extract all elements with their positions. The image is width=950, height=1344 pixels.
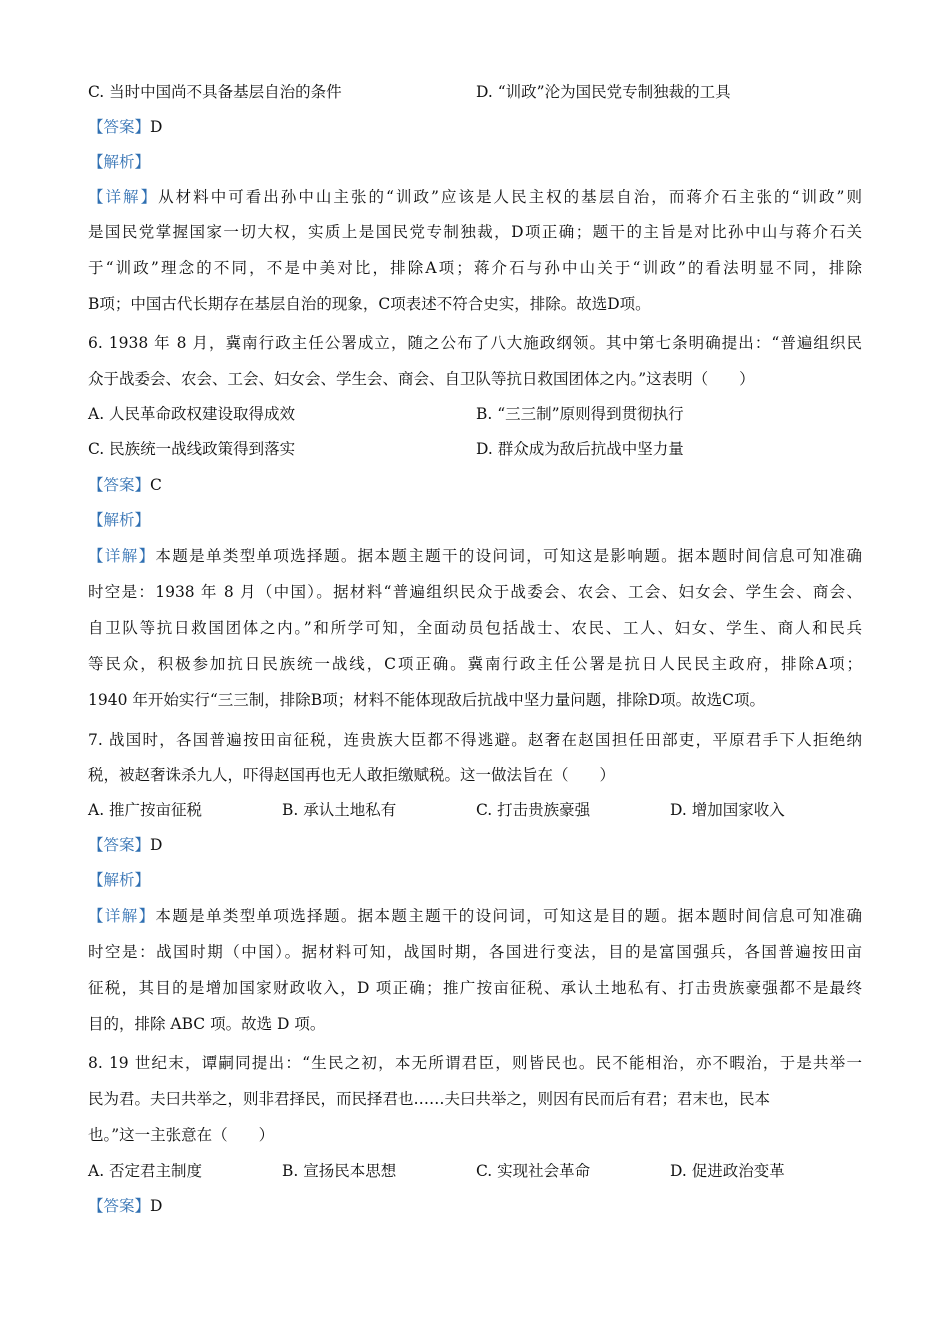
q6-stem-line: 众于战委会、农会、工会、妇女会、学生会、商会、自卫队等抗日救国团体之内。”这表明（ ） [88,370,755,388]
answer-tag: 【答案】 [88,836,151,854]
q5-option-c: C. 当时中国尚不具备基层自治的条件 [88,83,342,101]
q6-option-d: D. 群众成为敌后抗战中坚力量 [476,440,684,458]
answer-value: D [150,1197,163,1215]
q5-detail-line: 是国民党掌握国家一切大权，实质上是国民党专制独裁，D项正确；题干的主旨是对比孙中山与蒋介石关 [88,223,862,241]
q8-stem-line: 民为君。夫曰共举之，则非君择民，而民择君也……夫曰共举之，则因有民而后有君；君末也，民本 [88,1090,771,1108]
q6-detail-line: 时空是：1938 年 8 月（中国）。据材料“普遍组织民众于战委会、农会、工会、妇女会、学生会、商会、 [88,583,862,601]
q7-detail-line [88,906,862,926]
q7-option-b: B. 承认土地私有 [282,801,397,819]
q5-option-d: D. “训政”沦为国民党专制独裁的工具 [476,83,731,101]
q7-detail-line: 时空是：战国时期（中国）。据材料可知，战国时期，各国进行变法，目的是富国强兵，各国普遍按田亩 [88,943,862,961]
q8-option-a: A. 否定君主制度 [88,1162,203,1180]
q7-answer [88,835,162,855]
detail-tag: 【详解】 [88,907,156,925]
q5-analysis-tag: 【解析】 [88,153,151,171]
q8-option-d: D. 促进政治变革 [670,1162,785,1180]
q6-detail-line: 自卫队等抗日救国团体之内。”和所学可知，全面动员包括战士、农民、工人、妇女、学生、商人和民兵 [88,619,862,637]
q6-stem-line: 6. 1938 年 8 月，冀南行政主任公署成立，随之公布了八大施政纲领。其中第七条明确提出：“普遍组织民 [88,334,862,352]
q8-stem-line: 也。”这一主张意在（ ） [88,1126,275,1144]
q6-option-a: A. 人民革命政权建设取得成效 [88,405,296,423]
q7-option-c: C. 打击贵族豪强 [476,801,591,819]
answer-value: D [150,836,163,854]
detail-text: 本题是单类型单项选择题。据本题主题干的设问词，可知这是影响题。据本题时间信息可知准确 [155,547,862,565]
q7-stem-line: 7. 战国时，各国普遍按田亩征税，连贵族大臣都不得逃避。赵奢在赵国担任田部吏，平原君手下人拒绝纳 [88,731,862,749]
q5-detail-line [88,187,862,207]
q8-answer [88,1196,162,1216]
answer-tag: 【答案】 [88,476,151,494]
q7-analysis-tag: 【解析】 [88,871,151,889]
q6-detail-line [88,546,862,566]
q8-option-c: C. 实现社会革命 [476,1162,591,1180]
q6-option-b: B. “三三制”原则得到贯彻执行 [476,405,684,423]
q6-option-c: C. 民族统一战线政策得到落实 [88,440,296,458]
detail-text: 从材料中可看出孙中山主张的“训政”应该是人民主权的基层自治，而蒋介石主张的“训政”则 [158,188,862,206]
q8-option-b: B. 宣扬民本思想 [282,1162,397,1180]
answer-tag: 【答案】 [88,118,151,136]
q7-detail-line: 目的，排除 ABC 项。故选 D 项。 [88,1015,326,1033]
q6-analysis-tag: 【解析】 [88,511,151,529]
answer-value: C [150,476,162,494]
detail-text: 本题是单类型单项选择题。据本题主题干的设问词，可知这是目的题。据本题时间信息可知准确 [155,907,862,925]
q5-answer [88,117,162,137]
q6-detail-line: 1940 年开始实行“三三制，排除B项；材料不能体现敌后抗战中坚力量问题，排除D项。故选C项。 [88,691,765,709]
q6-detail-line: 等民众，积极参加抗日民族统一战线，C项正确。冀南行政主任公署是抗日人民民主政府，排除A项； [88,655,862,673]
answer-tag: 【答案】 [88,1197,151,1215]
q7-stem-line: 税，被赵奢诛杀九人，吓得赵国再也无人敢拒缴赋税。这一做法旨在（ ） [88,766,616,784]
q7-detail-line: 征税，其目的是增加国家财政收入，D 项正确；推广按亩征税、承认土地私有、打击贵族豪强都不是最终 [88,979,862,997]
q6-answer [88,475,162,495]
q5-detail-line: B项；中国古代长期存在基层自治的现象，C项表述不符合史实，排除。故选D项。 [88,295,651,313]
answer-value: D [150,118,163,136]
q7-option-a: A. 推广按亩征税 [88,801,203,819]
q8-stem-line: 8. 19 世纪末，谭嗣同提出：“生民之初，本无所谓君臣，则皆民也。民不能相治，亦不暇治，于是共举一 [88,1054,862,1072]
detail-tag: 【详解】 [88,547,156,565]
detail-tag: 【详解】 [88,188,159,206]
q5-detail-line: 于“训政”理念的不同，不是中美对比，排除A项；蒋介石与孙中山关于“训政”的看法明显不同，排除 [88,259,862,277]
q7-option-d: D. 增加国家收入 [670,801,785,819]
